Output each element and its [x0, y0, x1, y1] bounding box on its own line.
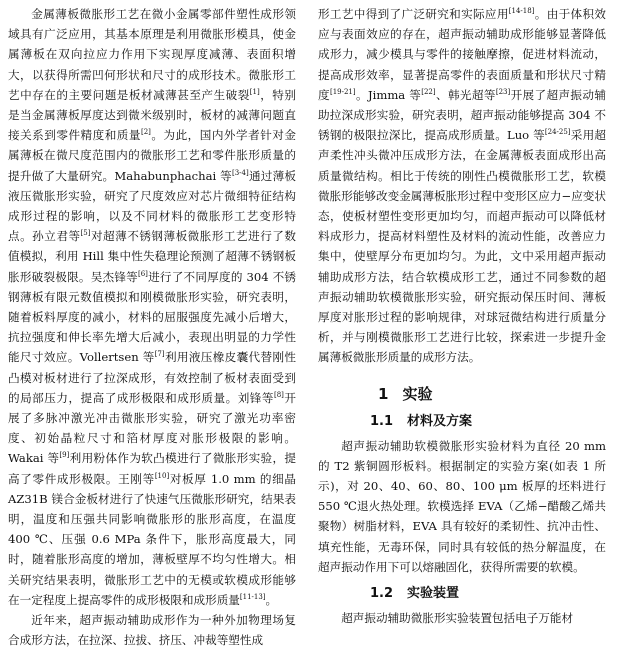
recent-years-paragraph: 近年来，超声振动辅助成形作为一种外加物理场复合成形方法，在拉深、拉拔、挤压、冲裁等塑性成 — [8, 613, 296, 648]
citation: [19-21] — [329, 87, 356, 96]
section-heading-1: 1 实验 — [378, 384, 433, 403]
citation: [11-13] — [239, 593, 266, 602]
continued-paragraph: 形工艺中得到了广泛研究和实际应用[14-18]。由于体积效应与表面效应的存在，超声振动辅助成形能够显著降低成形力，减少模具与零件的接触摩擦，促进材料流动，提高成形效率，显著提高零件的表面质量和形状尺寸精度[19-21]。Jimma 等[22]、韩光超等[23]开展了超声振动辅助拉深成形实验，研究表明，超声振动能够提高 304 不锈钢的极限拉深比，提高成形质量。Luo 等[24-25]采用超声柔性冲头微冲压成形方法，在金属薄板表面成形出高质量微结构。相比于传统的刚性凸模微胀形工艺，软模微胀形能够改变金属薄板胀形过程中变形区应力−应变状态，使板材塑性变形更加均匀，而超声振动可以降低材料成形力，提高材料塑性及材料的流动性能，改善应力集中，使壁厚分布更加均匀。为此，文中采用超声振动辅助成形方法，结合软模成形工艺，通过不同参数的超声振动辅助软模微胀形实验，研究振动保压时间、薄板厚度对胀形过程的影响规律，对球冠微结构进行质量分析，并与刚模微胀形工艺进行比较，探索进一步提升金属薄板微胀形质量的成形方法。 — [318, 7, 606, 365]
citation: [5] — [80, 229, 91, 238]
citation: [2] — [140, 128, 151, 137]
section-heading-1-1: 1.1 材料及方案 — [370, 413, 473, 429]
citation: [22] — [421, 87, 436, 96]
citation: [10] — [154, 471, 170, 480]
citation: [1] — [249, 87, 260, 96]
citation: [6] — [137, 269, 148, 278]
citation: [23] — [495, 87, 511, 96]
citation: [3-4] — [231, 168, 249, 177]
citation: [7] — [154, 350, 165, 359]
citation: [14-18] — [508, 7, 535, 16]
left-column — [8, 4, 296, 651]
apparatus-paragraph: 超声振动辅助微胀形实验装置包括电子万能材 — [341, 611, 574, 626]
intro-paragraph: 金属薄板微胀形工艺在微小金属零部件塑性成形领域具有广泛应用，其基本原理是利用微胀形模具，使金属薄板在双向拉应力作用下实现厚度减薄、表面积增大，以获得所需凹何形状和尺寸的成形技术。微胀形工艺中存在的主要问题是板材减薄甚至产生破裂[1]，特别是当金属薄板厚度达到微米级别时，板材的减薄问题直接关系到零件精度和质量[2]。为此，国内外学者针对金属薄板在微尺度范围内的微胀形工艺和零件胀形质量的提升做了大量研究。Mahabunphachai 等[3-4]通过薄板液压微胀形实验，研究了尺度效应对芯片微细特征结构成形过程的影响，以及不同材料的微胀形工艺变形特点。孙立君等[5]对超薄不锈钢薄板微胀形工艺进行了数值模拟，利用 Hill 集中性失稳理论预测了超薄不锈钢板胀形破裂极限。吴杰锋等[6]进行了不同厚度的 304 不锈钢薄板有限元数值模拟和刚模微胀形实验，研究表明，随着板料厚度的减小，材料的屈服强度先减小后增大，抗拉强度和伸长率先增大后减小，表现出明显的力学性能尺寸效应。Vollertsen 等[7]利用液压橡皮囊代替刚性凸模对板材进行了拉深成形，有效控制了板材表面受到的局部压力，提高了成形极限和成形质量。刘锋等[8]开展了多脉冲激光冲击微胀形实验，研究了激光功率密度、初始晶粒尺寸和箔材厚度对胀形极限的影响。Wakai 等[9]利用粉体作为软凸模进行了微胀形实验，提高了零件成形极限。王刚等[10]对板厚 1.0 mm 的细晶 AZ31B 镁合金板材进行了快速气压微胀形研究，结果表明，温度和压强共同影响微胀形的胀形高度，在温度 400 ℃、压强 0.6 MPa 条件下，胀形高度最大，同时，随着胀形高度的增加，薄板壁厚不均匀性增大。相关研究结果表明，微胀形工艺中的无模或软模成形能够在一定程度上提高零件的成形极限和成形质量[11-13]。 — [8, 7, 296, 607]
citation: [8] — [273, 391, 284, 399]
right-column — [318, 4, 606, 628]
citation: [24-25] — [544, 128, 571, 137]
materials-paragraph: 超声振动辅助软模微胀形实验材料为直径 20 mm 的 T2 紫铜圆形板料。根据制定的实验方案(如表 1 所示)，对 20、40、60、80、100 μm 板厚的坯料进行 550 ℃退火热处理。软模选择 EVA（乙烯−醋酸乙烯共聚物）树脂材料，EVA 具有较好的柔韧性、抗冲击性、填充性能，无毒环保，同时具有较低的热分解温度，在超声振动作用下可以熔融固化，获得所需要的软模。 — [318, 438, 606, 574]
section-heading-1-2: 1.2 实验装置 — [370, 586, 460, 602]
citation: [9] — [59, 451, 70, 460]
